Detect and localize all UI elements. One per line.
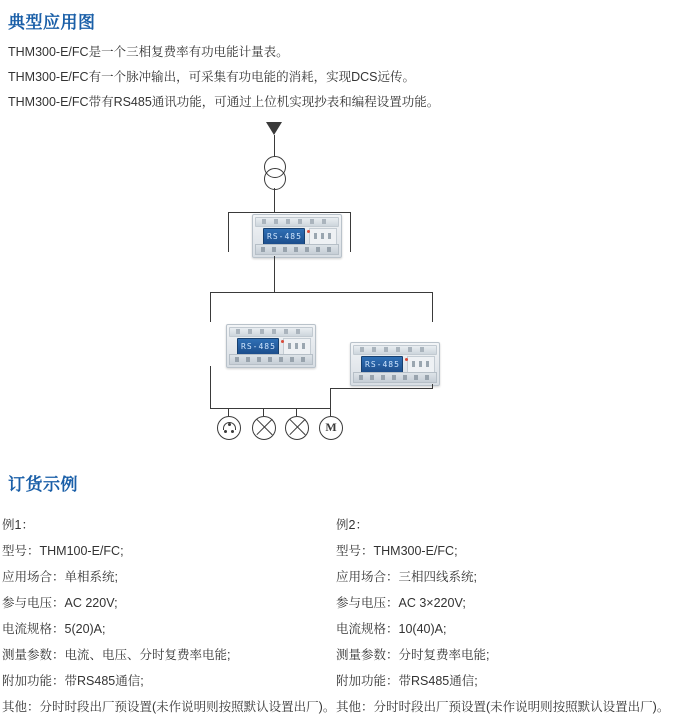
wire-transformer-to-bus [274,188,275,212]
meter-display-text: RS-485 [267,232,302,241]
order-example-row: 其他：分时时段出厂预设置(未作说明则按照默认设置出厂)。 [336,700,670,714]
meter-bottom-terminal-strip [353,372,437,383]
wire-load-drop-2 [263,408,264,416]
page-title-order-example: 订货示例 [8,475,78,494]
order-example-column-2 [336,512,696,720]
wire-top-bus-right-drop [350,212,351,252]
meter-device-left [226,324,316,368]
wire-middle-bus [210,292,432,293]
wire-right-to-motor-horizontal [330,388,433,389]
meter-display-text: RS-485 [241,342,276,351]
motor-load-icon: M [319,416,343,440]
wire-middle-bus-left-drop [210,292,211,322]
order-example-row: 测量参数：电流、电压、分时复费率电能; [2,648,231,662]
order-example-row: 应用场合：单相系统; [2,570,118,584]
order-example-row: 附加功能：带RS485通信; [336,674,478,688]
meter-side-panel [283,338,311,355]
intro-text-line-2: THM300-E/FC有一个脉冲输出，可采集有功电能的消耗，实现DCS远传。 [8,70,415,84]
wire-top-bus [228,212,350,213]
order-example-row: 附加功能：带RS485通信; [2,674,144,688]
wire-top-bus-left-drop [228,212,229,252]
meter-top-terminal-strip [255,217,339,227]
wire-middle-bus-right-drop [432,292,433,322]
meter-side-panel [309,228,337,245]
meter-top-terminal-strip [229,327,313,337]
wire-left-meter-outlet [210,366,211,408]
meter-lcd-display-left [237,338,279,355]
order-example-column-1 [2,512,336,720]
transformer-coil-bottom-icon [264,168,286,190]
meter-led-indicator [281,340,284,343]
wire-source-to-transformer [274,135,275,157]
meter-side-panel [407,356,435,373]
order-example-row: 电流规格：10(40)A; [336,622,447,636]
order-example-row: 参与电压：AC 3×220V; [336,596,466,610]
lamp-load-icon-2 [285,416,309,440]
typical-application-diagram [0,118,699,458]
order-example-row: 电流规格：5(20)A; [2,622,106,636]
intro-text-line-1: THM300-E/FC是一个三相复费率有功电能计量表。 [8,45,289,59]
wire-load-drop-1 [228,408,229,416]
meter-display-text: RS-485 [365,360,400,369]
meter-bottom-terminal-strip [255,244,339,255]
meter-bottom-terminal-strip [229,354,313,365]
power-source-arrow-icon [266,122,282,135]
order-example-row: 应用场合：三相四线系统; [336,570,477,584]
meter-top-terminal-strip [353,345,437,355]
page-title-typical-application: 典型应用图 [8,13,96,32]
meter-device-top [252,214,342,258]
order-example-row: 其他：分时时段出厂预设置(未作说明则按照默认设置出厂)。 [2,700,336,714]
meter-lcd-display-top [263,228,305,245]
meter-led-indicator [405,358,408,361]
order-example-row: 测量参数：分时复费率电能; [336,648,490,662]
order-example-row: 参与电压：AC 220V; [2,596,118,610]
meter-lcd-display-right [361,356,403,373]
order-example-row: 型号：THM300-E/FC; [336,544,458,558]
order-example-row: 型号：THM100-E/FC; [2,544,124,558]
socket-outlet-icon [217,416,241,440]
wire-motor-drop [330,388,331,416]
meter-led-indicator [307,230,310,233]
order-example-header: 例1： [2,518,34,532]
wire-load-drop-3 [296,408,297,416]
meter-device-right [350,342,440,386]
lamp-load-icon-1 [252,416,276,440]
intro-text-line-3: THM300-E/FC带有RS485通讯功能，可通过上位机实现抄表和编程设置功能。 [8,95,440,109]
order-example-header: 例2： [336,518,368,532]
wire-top-meter-outlet [274,256,275,292]
